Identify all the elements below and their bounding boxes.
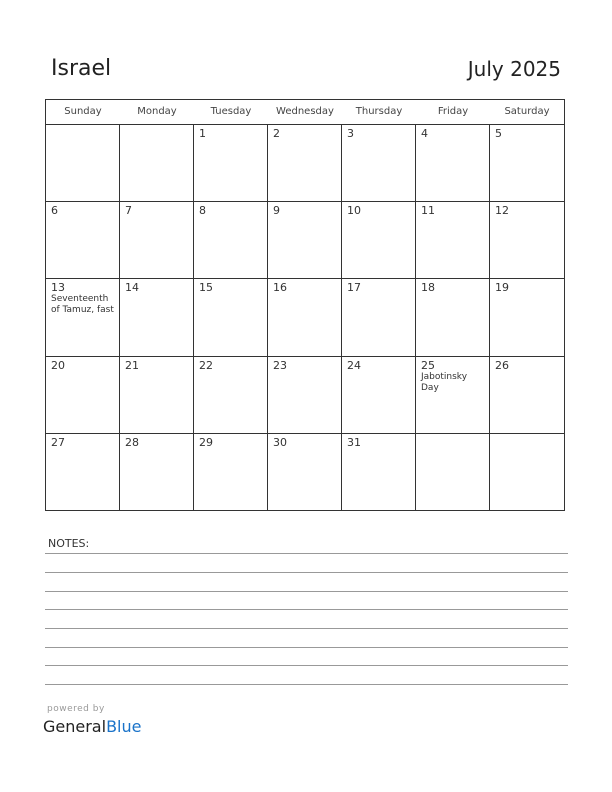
- day-cell[interactable]: [342, 279, 416, 356]
- month-title: July 2025: [467, 57, 561, 81]
- day-cell[interactable]: [194, 434, 268, 511]
- day-number: 10: [347, 204, 361, 218]
- day-cell[interactable]: [194, 125, 268, 202]
- day-number: 30: [273, 435, 287, 449]
- day-number: 15: [199, 281, 213, 295]
- day-number: 16: [273, 281, 287, 295]
- weekday-label: Friday: [437, 106, 469, 117]
- day-number: 27: [51, 435, 65, 449]
- day-number: 29: [199, 435, 213, 449]
- day-number: 4: [421, 127, 428, 140]
- note-line: [45, 572, 568, 573]
- day-cell[interactable]: [342, 357, 416, 434]
- brand-logo[interactable]: [43, 717, 141, 736]
- day-cell[interactable]: [268, 434, 342, 511]
- day-cell[interactable]: [342, 202, 416, 279]
- note-line: [45, 591, 568, 592]
- day-number: 6: [51, 204, 58, 218]
- day-cell[interactable]: [268, 125, 342, 202]
- day-number: 25: [421, 358, 435, 372]
- day-number: 26: [495, 358, 509, 372]
- day-grid: [46, 125, 564, 511]
- day-cell[interactable]: [120, 357, 194, 434]
- notes-label: NOTES:: [48, 537, 90, 550]
- day-number: 9: [273, 204, 280, 218]
- day-cell[interactable]: [342, 434, 416, 511]
- country-title: Israel: [51, 56, 112, 81]
- day-number: 5: [495, 127, 502, 140]
- day-cell[interactable]: [490, 279, 564, 356]
- calendar-grid: [45, 99, 565, 511]
- day-cell[interactable]: [268, 279, 342, 356]
- day-number: 20: [51, 358, 65, 372]
- brand-blue: Blue: [106, 717, 142, 736]
- day-cell[interactable]: [342, 125, 416, 202]
- day-number: 2: [273, 127, 280, 140]
- weekday-header: [46, 100, 564, 125]
- brand-general: General: [43, 717, 107, 736]
- day-cell[interactable]: [268, 202, 342, 279]
- powered-by-text: powered by: [47, 704, 105, 714]
- day-number: 31: [347, 435, 361, 449]
- day-cell[interactable]: [194, 202, 268, 279]
- day-number: 11: [421, 204, 435, 218]
- day-cell[interactable]: [416, 357, 490, 434]
- day-number: 7: [125, 204, 132, 218]
- day-number: 21: [125, 358, 139, 372]
- day-cell[interactable]: [46, 202, 120, 279]
- day-cell[interactable]: [490, 357, 564, 434]
- weekday-label: Tuesday: [210, 106, 252, 117]
- day-cell[interactable]: [120, 434, 194, 511]
- day-cell[interactable]: [490, 434, 564, 511]
- day-number: 18: [421, 281, 435, 295]
- weekday-label: Monday: [137, 106, 177, 117]
- day-cell[interactable]: [268, 357, 342, 434]
- note-line: [45, 647, 568, 648]
- day-number: 12: [495, 204, 509, 218]
- weekday-label: Wednesday: [276, 106, 334, 117]
- day-cell[interactable]: [490, 125, 564, 202]
- day-cell[interactable]: [46, 434, 120, 511]
- day-cell[interactable]: [416, 279, 490, 356]
- day-cell[interactable]: [46, 357, 120, 434]
- day-number: 24: [347, 358, 361, 372]
- day-cell[interactable]: [120, 279, 194, 356]
- note-line: [45, 553, 568, 554]
- day-cell[interactable]: [416, 125, 490, 202]
- day-cell[interactable]: [490, 202, 564, 279]
- weekday-label: Thursday: [355, 106, 403, 117]
- day-number: 14: [125, 281, 139, 295]
- day-number: 23: [273, 358, 287, 372]
- day-number: 17: [347, 281, 361, 295]
- day-number: 8: [199, 204, 206, 218]
- day-cell[interactable]: [416, 202, 490, 279]
- day-number: 1: [199, 127, 206, 140]
- day-number: 13: [51, 281, 65, 295]
- day-number: 19: [495, 281, 509, 295]
- day-number: 22: [199, 358, 213, 372]
- day-cell[interactable]: [46, 125, 120, 202]
- weekday-label: Sunday: [64, 106, 102, 117]
- holiday-label: Jabotinsky Day: [421, 371, 468, 393]
- day-number: 3: [347, 127, 354, 140]
- weekday-label: Saturday: [504, 106, 550, 117]
- note-line: [45, 628, 568, 629]
- day-cell[interactable]: [120, 202, 194, 279]
- day-cell[interactable]: [416, 434, 490, 511]
- day-number: 28: [125, 435, 139, 449]
- day-cell[interactable]: [46, 279, 120, 356]
- note-line: [45, 609, 568, 610]
- note-line: [45, 684, 568, 685]
- day-cell[interactable]: [194, 279, 268, 356]
- note-line: [45, 665, 568, 666]
- day-cell[interactable]: [194, 357, 268, 434]
- holiday-label: Seventeenth of Tamuz, fast: [51, 294, 114, 316]
- day-cell[interactable]: [120, 125, 194, 202]
